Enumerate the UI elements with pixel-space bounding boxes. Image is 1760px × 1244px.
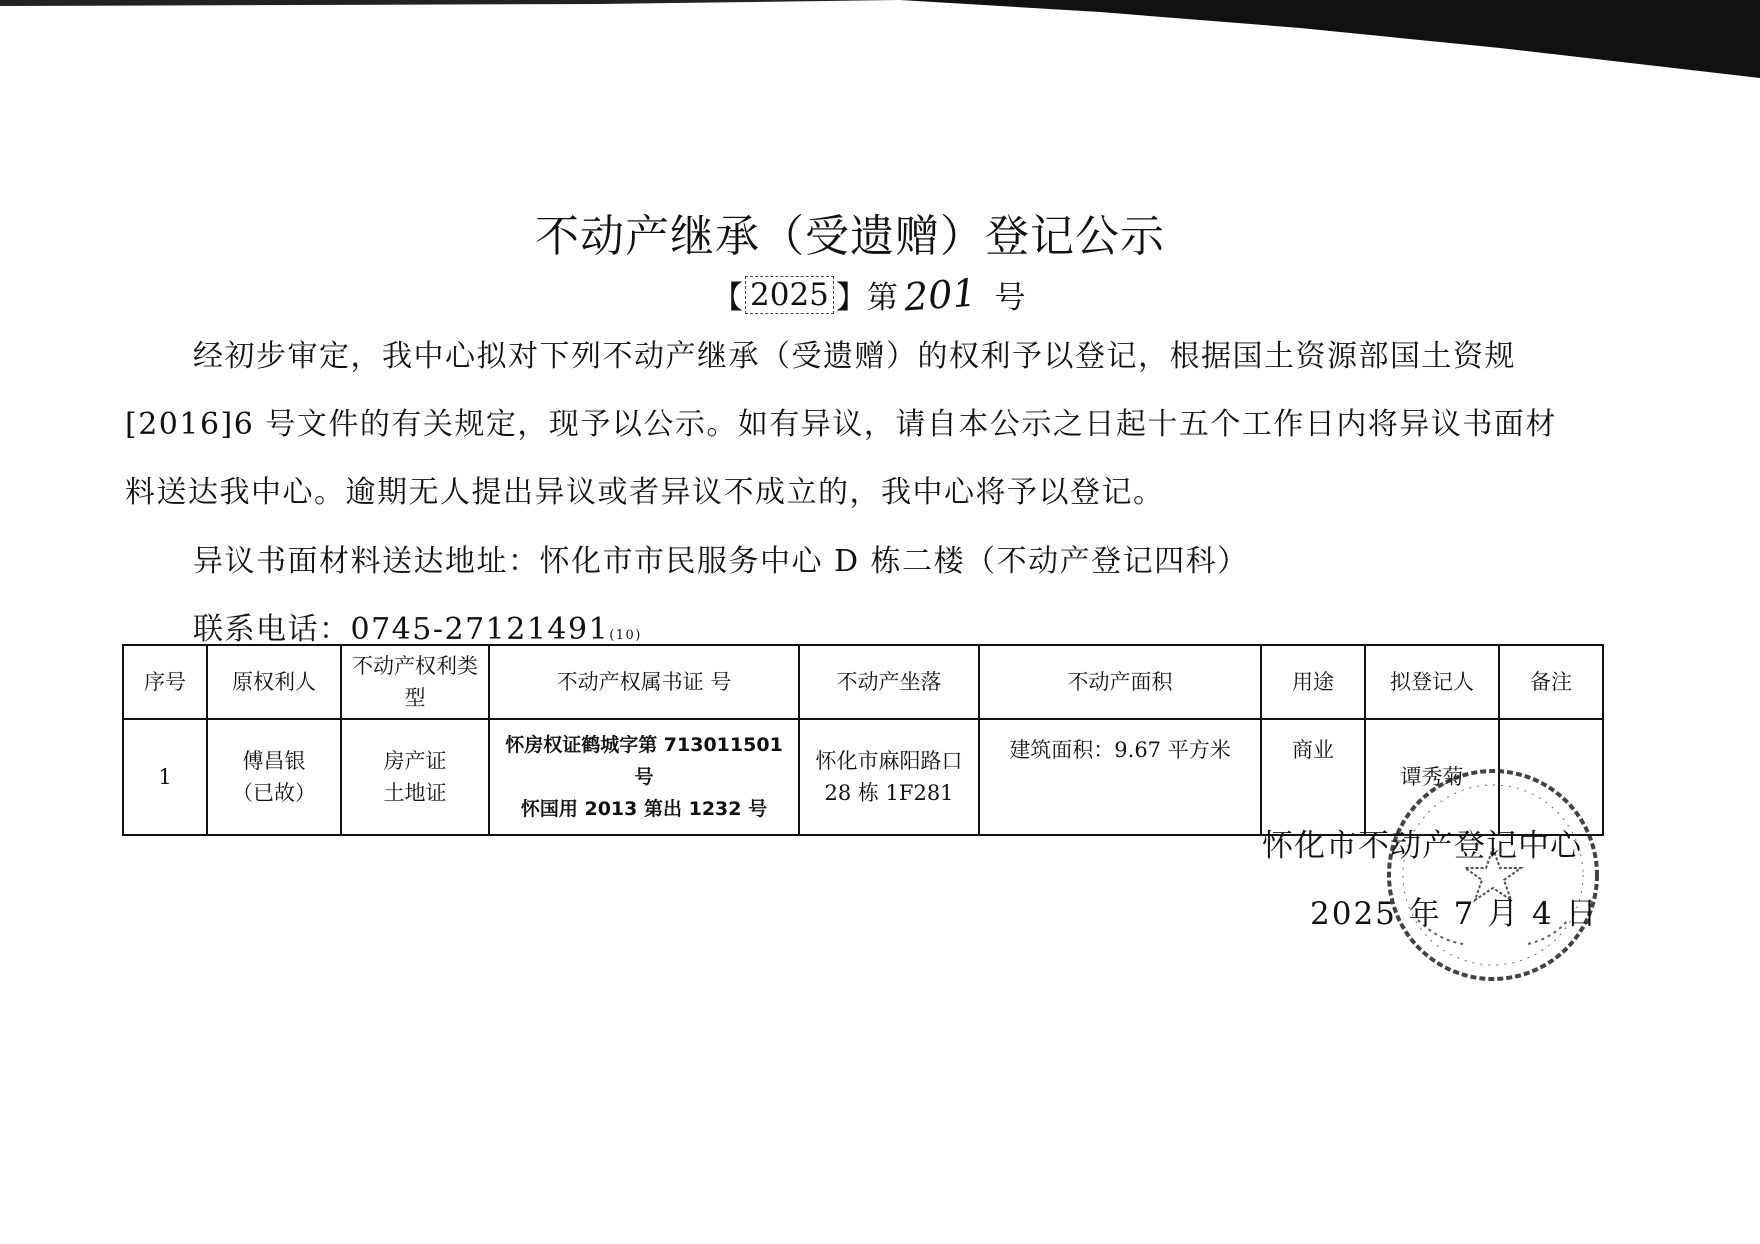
certificate-house: 怀房权证鹤城字第 713011501 号: [505, 734, 783, 788]
cell-right-type: [341, 719, 489, 835]
table-header-row: [123, 645, 1603, 719]
document-number: [712, 272, 1025, 317]
doc-number-close-bracket: 】: [835, 280, 867, 316]
doc-number-prefix: 第: [866, 280, 898, 316]
right-type-land: 土地证: [383, 781, 447, 805]
location-line-1: 怀化市麻阳路口: [815, 749, 963, 773]
header-area: 不动产面积: [979, 645, 1261, 719]
location-line-2: 28 栋 1F281: [824, 781, 954, 805]
header-index: 序号: [123, 645, 207, 719]
right-type-house: 房产证: [383, 749, 447, 773]
issue-date: 2025 年 7 月 4 日: [1310, 896, 1599, 932]
original-owner-note: （已故）: [232, 781, 316, 805]
header-remarks: 备注: [1499, 645, 1603, 719]
contact-phone-number: 0745-27121491: [350, 612, 610, 647]
cell-usage: 商业: [1261, 719, 1365, 835]
notice-paragraph: 经初步审定，我中心拟对下列不动产继承（受遗赠）的权利予以登记，根据国土资源部国土资规[2016]6 号文件的有关规定，现予以公示。如有异议，请自本公示之日起十五个工作日内将异议书面材料送达我中心。逾期无人提出异议或者异议不成立的，我中心将予以登记。: [125, 339, 1557, 510]
cell-location: [799, 719, 979, 835]
doc-number-year: 2025: [745, 276, 834, 314]
cell-original-owner: [207, 719, 341, 835]
header-new-registrant: 拟登记人: [1365, 645, 1499, 719]
cell-index: 1: [123, 719, 207, 835]
official-seal: [1378, 760, 1608, 990]
contact-phone-label: 联系电话：: [193, 612, 351, 647]
cell-certificate: [489, 719, 799, 835]
issuer-name: 怀化市不动产登记中心: [1262, 828, 1582, 864]
contact-phone-note: (10): [609, 628, 642, 643]
objection-address: 异议书面材料送达地址：怀化市市民服务中心 D 栋二楼（不动产登记四科）: [193, 544, 1249, 579]
header-usage: 用途: [1261, 645, 1365, 719]
header-certificate: 不动产权属书证 号: [489, 645, 799, 719]
cell-new-registrant: 谭秀菊: [1365, 719, 1499, 835]
doc-number-suffix: 号: [994, 280, 1026, 316]
doc-number-handwritten: 201: [902, 270, 978, 319]
header-right-type: 不动产权利类 型: [341, 645, 489, 719]
header-original-owner: 原权利人: [207, 645, 341, 719]
cell-area: 建筑面积：9.67 平方米: [979, 719, 1261, 835]
doc-number-open-bracket: 【: [712, 280, 743, 316]
certificate-land: 怀国用 2013 第出 1232 号: [520, 798, 768, 820]
header-location: 不动产坐落: [799, 645, 979, 719]
scan-shadow-edge: [0, 0, 1760, 90]
original-owner-name: 傅昌银: [242, 749, 306, 773]
document-title: 不动产继承（受遗赠）登记公示: [535, 211, 1165, 262]
